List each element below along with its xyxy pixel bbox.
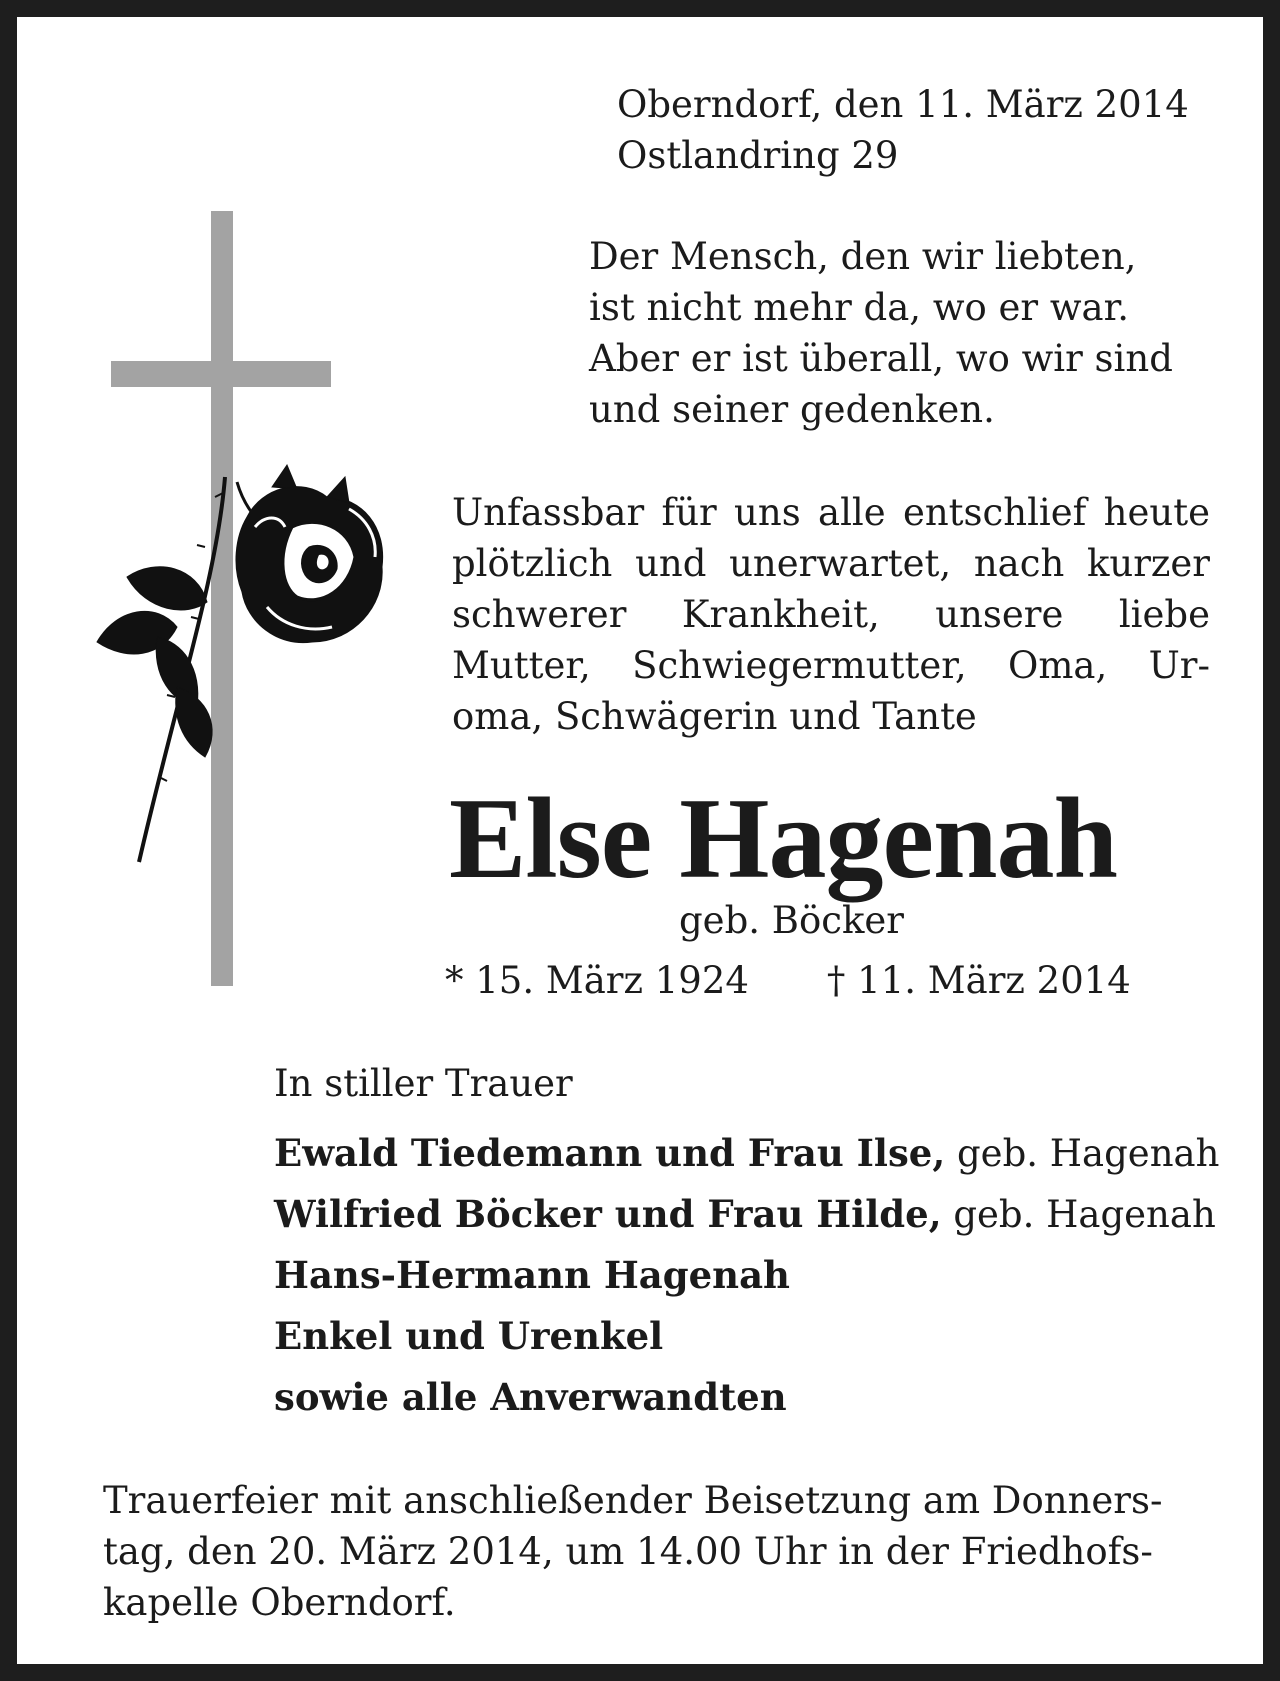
- mourner-name: sowie alle Anverwandten: [274, 1375, 787, 1419]
- service-line: tag, den 20. März 2014, um 14.00 Uhr in der Friedhofs-: [103, 1530, 1153, 1573]
- mourner-name: Enkel und Urenkel: [274, 1314, 664, 1358]
- cross-and-rose-icon: [87, 197, 417, 997]
- announcement-text: [452, 487, 1210, 742]
- mourner-row: [274, 1306, 1219, 1367]
- quote-line: Der Mensch, den wir liebten,: [589, 235, 1137, 278]
- birth-date: * 15. März 1924: [445, 959, 749, 1002]
- death-date: † 11. März 2014: [826, 959, 1131, 1002]
- address: Ostlandring 29: [617, 134, 899, 177]
- mourner-row: [274, 1245, 1219, 1306]
- quote-line: Aber er ist überall, wo wir sind: [589, 337, 1173, 380]
- announcement-line: Unfassbar für uns alle entschlief heute: [452, 491, 1210, 534]
- mourner-row: [274, 1184, 1219, 1245]
- service-line: kapelle Oberndorf.: [103, 1581, 456, 1624]
- mourner-name: Ewald Tiedemann und Frau Ilse,: [274, 1131, 946, 1175]
- mourner-row: [274, 1123, 1219, 1184]
- announcement-line: schwerer Krankheit, unsere liebe: [452, 593, 1210, 636]
- mourning-heading: In stiller Trauer: [274, 1062, 573, 1105]
- maiden-name: geb. Böcker: [679, 899, 904, 942]
- mourner-row: [274, 1367, 1219, 1428]
- life-dates: [445, 955, 1131, 1006]
- announcement-line: plötzlich und unerwartet, nach kurzer: [452, 542, 1210, 585]
- mourner-note: geb. Hagenah: [945, 1132, 1220, 1175]
- place-and-address: [617, 79, 1189, 181]
- quote-line: und seiner gedenken.: [589, 388, 995, 431]
- mourner-name: Wilfried Böcker und Frau Hilde,: [274, 1192, 942, 1236]
- rose-icon: [97, 465, 383, 862]
- announcement-line: Mutter, Schwiegermutter, Oma, Ur-: [452, 644, 1210, 687]
- memorial-quote: [589, 231, 1173, 435]
- deceased-name: Else Hagenah: [449, 775, 1117, 903]
- mourner-note: geb. Hagenah: [941, 1193, 1216, 1236]
- announcement-line: oma, Schwägerin und Tante: [452, 695, 977, 738]
- mourner-name: Hans-Hermann Hagenah: [274, 1253, 790, 1297]
- service-line: Trauerfeier mit anschließender Beisetzung am Donners-: [103, 1479, 1163, 1522]
- funeral-service-info: [103, 1475, 1162, 1628]
- mourners-list: [274, 1123, 1219, 1428]
- place-date: Oberndorf, den 11. März 2014: [617, 83, 1189, 126]
- quote-line: ist nicht mehr da, wo er war.: [589, 286, 1129, 329]
